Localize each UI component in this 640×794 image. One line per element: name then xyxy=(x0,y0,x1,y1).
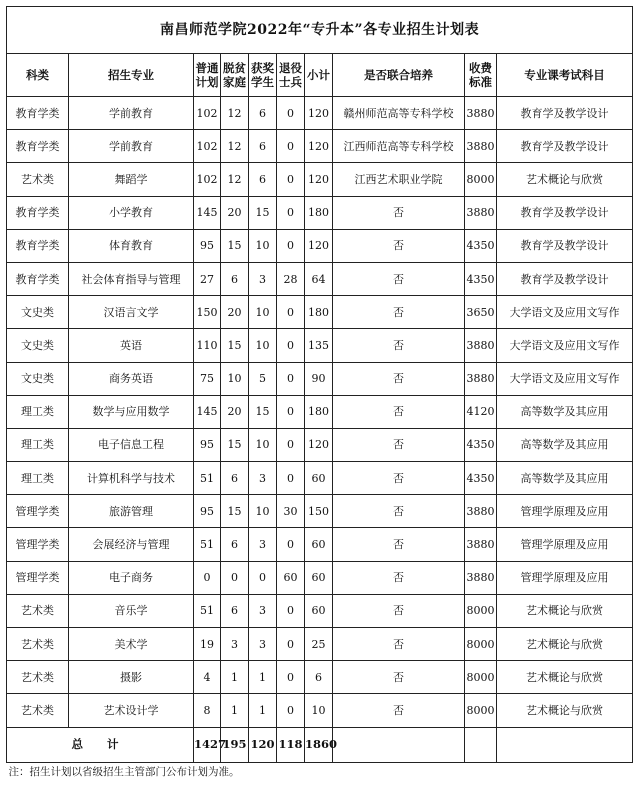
cell-veteran: 0 xyxy=(277,97,305,130)
cell-category: 教育学类 xyxy=(7,97,69,130)
cell-fee: 4350 xyxy=(465,428,497,461)
cell-category: 管理学类 xyxy=(7,561,69,594)
cell-major: 数学与应用数学 xyxy=(69,395,194,428)
cell-exam: 管理学原理及应用 xyxy=(497,528,633,561)
table-row xyxy=(7,428,633,461)
cell-exam: 艺术概论与欣赏 xyxy=(497,694,633,727)
cell-joint: 否 xyxy=(333,229,465,262)
cell-award: 15 xyxy=(249,395,277,428)
cell-category: 文史类 xyxy=(7,329,69,362)
total-award: 120 xyxy=(249,727,277,762)
table-row xyxy=(7,594,633,627)
cell-poverty: 20 xyxy=(221,296,249,329)
table-row xyxy=(7,262,633,295)
cell-category: 教育学类 xyxy=(7,262,69,295)
cell-subtotal: 180 xyxy=(305,296,333,329)
cell-major: 音乐学 xyxy=(69,594,194,627)
total-veteran: 118 xyxy=(277,727,305,762)
cell-regular: 51 xyxy=(194,528,221,561)
cell-veteran: 0 xyxy=(277,296,305,329)
cell-award: 10 xyxy=(249,428,277,461)
cell-fee: 3880 xyxy=(465,130,497,163)
cell-exam: 高等数学及其应用 xyxy=(497,462,633,495)
table-row xyxy=(7,97,633,130)
cell-fee: 8000 xyxy=(465,628,497,661)
table-row xyxy=(7,163,633,196)
cell-fee: 8000 xyxy=(465,594,497,627)
cell-poverty: 15 xyxy=(221,329,249,362)
table-body xyxy=(7,97,633,728)
total-poverty: 195 xyxy=(221,727,249,762)
header-award: 获奖学生 xyxy=(249,54,277,97)
cell-fee: 3880 xyxy=(465,528,497,561)
cell-exam: 高等数学及其应用 xyxy=(497,428,633,461)
cell-joint: 否 xyxy=(333,694,465,727)
header-exam: 专业课考试科目 xyxy=(497,54,633,97)
header-major: 招生专业 xyxy=(69,54,194,97)
cell-award: 10 xyxy=(249,229,277,262)
cell-joint: 否 xyxy=(333,561,465,594)
cell-exam: 教育学及教学设计 xyxy=(497,196,633,229)
cell-joint: 否 xyxy=(333,296,465,329)
header-veteran: 退役士兵 xyxy=(277,54,305,97)
cell-joint: 赣州师范高等专科学校 xyxy=(333,97,465,130)
cell-subtotal: 120 xyxy=(305,97,333,130)
cell-veteran: 0 xyxy=(277,362,305,395)
cell-veteran: 0 xyxy=(277,130,305,163)
cell-regular: 27 xyxy=(194,262,221,295)
cell-subtotal: 120 xyxy=(305,130,333,163)
table-row xyxy=(7,196,633,229)
cell-regular: 0 xyxy=(194,561,221,594)
cell-fee: 3880 xyxy=(465,561,497,594)
cell-fee: 3880 xyxy=(465,362,497,395)
cell-subtotal: 180 xyxy=(305,395,333,428)
table-row xyxy=(7,229,633,262)
cell-regular: 8 xyxy=(194,694,221,727)
cell-joint: 否 xyxy=(333,495,465,528)
cell-poverty: 10 xyxy=(221,362,249,395)
table-title: 南昌师范学院2022年“专升本”各专业招生计划表 xyxy=(7,7,633,54)
header-regular-plan: 普通计划 xyxy=(194,54,221,97)
cell-poverty: 6 xyxy=(221,528,249,561)
table-row xyxy=(7,296,633,329)
cell-poverty: 1 xyxy=(221,694,249,727)
cell-veteran: 0 xyxy=(277,395,305,428)
cell-regular: 95 xyxy=(194,495,221,528)
cell-subtotal: 64 xyxy=(305,262,333,295)
cell-poverty: 12 xyxy=(221,163,249,196)
cell-poverty: 20 xyxy=(221,196,249,229)
cell-category: 管理学类 xyxy=(7,528,69,561)
cell-subtotal: 120 xyxy=(305,163,333,196)
cell-fee: 3650 xyxy=(465,296,497,329)
cell-poverty: 20 xyxy=(221,395,249,428)
table-row xyxy=(7,362,633,395)
cell-poverty: 12 xyxy=(221,97,249,130)
cell-award: 3 xyxy=(249,594,277,627)
cell-poverty: 15 xyxy=(221,428,249,461)
total-subtotal: 1860 xyxy=(305,727,333,762)
cell-joint: 江西艺术职业学院 xyxy=(333,163,465,196)
cell-award: 1 xyxy=(249,694,277,727)
cell-regular: 102 xyxy=(194,130,221,163)
cell-award: 6 xyxy=(249,163,277,196)
cell-veteran: 28 xyxy=(277,262,305,295)
cell-exam: 艺术概论与欣赏 xyxy=(497,163,633,196)
cell-category: 理工类 xyxy=(7,395,69,428)
cell-exam: 艺术概论与欣赏 xyxy=(497,594,633,627)
cell-veteran: 0 xyxy=(277,163,305,196)
cell-veteran: 0 xyxy=(277,229,305,262)
cell-fee: 8000 xyxy=(465,694,497,727)
cell-veteran: 0 xyxy=(277,628,305,661)
cell-veteran: 0 xyxy=(277,594,305,627)
cell-poverty: 15 xyxy=(221,495,249,528)
cell-award: 10 xyxy=(249,329,277,362)
cell-veteran: 0 xyxy=(277,196,305,229)
cell-veteran: 0 xyxy=(277,528,305,561)
cell-regular: 51 xyxy=(194,594,221,627)
cell-exam: 大学语文及应用文写作 xyxy=(497,362,633,395)
cell-award: 6 xyxy=(249,130,277,163)
cell-veteran: 0 xyxy=(277,694,305,727)
cell-fee: 3880 xyxy=(465,196,497,229)
cell-fee: 4350 xyxy=(465,262,497,295)
cell-major: 学前教育 xyxy=(69,97,194,130)
cell-fee: 4350 xyxy=(465,462,497,495)
cell-poverty: 12 xyxy=(221,130,249,163)
cell-regular: 110 xyxy=(194,329,221,362)
cell-major: 小学教育 xyxy=(69,196,194,229)
cell-regular: 95 xyxy=(194,229,221,262)
cell-fee: 3880 xyxy=(465,495,497,528)
total-row xyxy=(7,727,633,762)
cell-joint: 否 xyxy=(333,196,465,229)
cell-veteran: 0 xyxy=(277,329,305,362)
total-label: 总 计 xyxy=(7,727,194,762)
cell-joint: 江西师范高等专科学校 xyxy=(333,130,465,163)
cell-award: 3 xyxy=(249,462,277,495)
cell-exam: 教育学及教学设计 xyxy=(497,97,633,130)
cell-subtotal: 60 xyxy=(305,594,333,627)
table-row xyxy=(7,130,633,163)
cell-award: 1 xyxy=(249,661,277,694)
total-fee-empty xyxy=(465,727,497,762)
cell-poverty: 6 xyxy=(221,462,249,495)
cell-subtotal: 60 xyxy=(305,561,333,594)
cell-joint: 否 xyxy=(333,262,465,295)
cell-regular: 145 xyxy=(194,196,221,229)
cell-major: 舞蹈学 xyxy=(69,163,194,196)
cell-major: 体育教育 xyxy=(69,229,194,262)
cell-subtotal: 6 xyxy=(305,661,333,694)
cell-fee: 4120 xyxy=(465,395,497,428)
cell-joint: 否 xyxy=(333,362,465,395)
cell-major: 计算机科学与技术 xyxy=(69,462,194,495)
cell-joint: 否 xyxy=(333,462,465,495)
footnote: 注：招生计划以省级招生主管部门公布计划为准。 xyxy=(8,766,240,779)
total-exam-empty xyxy=(497,727,633,762)
cell-regular: 75 xyxy=(194,362,221,395)
cell-major: 美术学 xyxy=(69,628,194,661)
total-joint-empty xyxy=(333,727,465,762)
cell-award: 5 xyxy=(249,362,277,395)
cell-subtotal: 60 xyxy=(305,462,333,495)
cell-exam: 管理学原理及应用 xyxy=(497,561,633,594)
table-row xyxy=(7,495,633,528)
cell-major: 汉语言文学 xyxy=(69,296,194,329)
cell-subtotal: 120 xyxy=(305,428,333,461)
cell-regular: 102 xyxy=(194,97,221,130)
cell-subtotal: 90 xyxy=(305,362,333,395)
cell-category: 艺术类 xyxy=(7,628,69,661)
cell-category: 文史类 xyxy=(7,296,69,329)
cell-joint: 否 xyxy=(333,329,465,362)
cell-major: 电子信息工程 xyxy=(69,428,194,461)
cell-award: 3 xyxy=(249,628,277,661)
cell-regular: 102 xyxy=(194,163,221,196)
cell-award: 10 xyxy=(249,495,277,528)
cell-fee: 8000 xyxy=(465,661,497,694)
cell-category: 文史类 xyxy=(7,362,69,395)
cell-regular: 4 xyxy=(194,661,221,694)
cell-subtotal: 180 xyxy=(305,196,333,229)
cell-regular: 51 xyxy=(194,462,221,495)
table-row xyxy=(7,561,633,594)
cell-joint: 否 xyxy=(333,661,465,694)
cell-exam: 大学语文及应用文写作 xyxy=(497,296,633,329)
table-row xyxy=(7,628,633,661)
note-row xyxy=(7,762,633,783)
cell-poverty: 15 xyxy=(221,229,249,262)
table-row xyxy=(7,462,633,495)
cell-category: 艺术类 xyxy=(7,163,69,196)
cell-major: 电子商务 xyxy=(69,561,194,594)
table-row xyxy=(7,694,633,727)
cell-subtotal: 60 xyxy=(305,528,333,561)
cell-category: 艺术类 xyxy=(7,661,69,694)
cell-fee: 8000 xyxy=(465,163,497,196)
cell-regular: 19 xyxy=(194,628,221,661)
table-row xyxy=(7,329,633,362)
header-fee: 收费标准 xyxy=(465,54,497,97)
table-row xyxy=(7,528,633,561)
cell-poverty: 6 xyxy=(221,594,249,627)
cell-poverty: 3 xyxy=(221,628,249,661)
cell-award: 10 xyxy=(249,296,277,329)
cell-regular: 145 xyxy=(194,395,221,428)
cell-exam: 教育学及教学设计 xyxy=(497,229,633,262)
cell-fee: 4350 xyxy=(465,229,497,262)
cell-major: 艺术设计学 xyxy=(69,694,194,727)
cell-regular: 150 xyxy=(194,296,221,329)
cell-category: 艺术类 xyxy=(7,594,69,627)
cell-major: 社会体育指导与管理 xyxy=(69,262,194,295)
cell-veteran: 30 xyxy=(277,495,305,528)
cell-major: 摄影 xyxy=(69,661,194,694)
cell-fee: 3880 xyxy=(465,329,497,362)
cell-award: 6 xyxy=(249,97,277,130)
cell-award: 3 xyxy=(249,528,277,561)
cell-category: 管理学类 xyxy=(7,495,69,528)
cell-exam: 教育学及教学设计 xyxy=(497,262,633,295)
cell-poverty: 1 xyxy=(221,661,249,694)
cell-major: 旅游管理 xyxy=(69,495,194,528)
cell-exam: 教育学及教学设计 xyxy=(497,130,633,163)
cell-major: 学前教育 xyxy=(69,130,194,163)
cell-veteran: 0 xyxy=(277,462,305,495)
table-row xyxy=(7,395,633,428)
cell-subtotal: 150 xyxy=(305,495,333,528)
header-joint: 是否联合培养 xyxy=(333,54,465,97)
document-page xyxy=(6,6,632,783)
cell-joint: 否 xyxy=(333,528,465,561)
cell-subtotal: 25 xyxy=(305,628,333,661)
cell-veteran: 0 xyxy=(277,661,305,694)
cell-fee: 3880 xyxy=(465,97,497,130)
cell-subtotal: 120 xyxy=(305,229,333,262)
cell-joint: 否 xyxy=(333,628,465,661)
cell-subtotal: 10 xyxy=(305,694,333,727)
total-regular: 1427 xyxy=(194,727,221,762)
cell-category: 教育学类 xyxy=(7,196,69,229)
cell-category: 理工类 xyxy=(7,462,69,495)
cell-joint: 否 xyxy=(333,594,465,627)
cell-exam: 管理学原理及应用 xyxy=(497,495,633,528)
cell-major: 会展经济与管理 xyxy=(69,528,194,561)
cell-award: 15 xyxy=(249,196,277,229)
cell-exam: 艺术概论与欣赏 xyxy=(497,661,633,694)
cell-joint: 否 xyxy=(333,428,465,461)
header-poverty: 脱贫家庭 xyxy=(221,54,249,97)
cell-subtotal: 135 xyxy=(305,329,333,362)
cell-exam: 艺术概论与欣赏 xyxy=(497,628,633,661)
cell-poverty: 0 xyxy=(221,561,249,594)
header-row xyxy=(7,54,633,97)
cell-exam: 高等数学及其应用 xyxy=(497,395,633,428)
cell-category: 教育学类 xyxy=(7,130,69,163)
cell-exam: 大学语文及应用文写作 xyxy=(497,329,633,362)
header-subtotal: 小计 xyxy=(305,54,333,97)
enrollment-plan-table xyxy=(6,6,633,783)
cell-regular: 95 xyxy=(194,428,221,461)
table-row xyxy=(7,661,633,694)
cell-award: 3 xyxy=(249,262,277,295)
cell-joint: 否 xyxy=(333,395,465,428)
cell-category: 理工类 xyxy=(7,428,69,461)
cell-category: 艺术类 xyxy=(7,694,69,727)
cell-award: 0 xyxy=(249,561,277,594)
cell-poverty: 6 xyxy=(221,262,249,295)
cell-major: 英语 xyxy=(69,329,194,362)
cell-major: 商务英语 xyxy=(69,362,194,395)
cell-veteran: 0 xyxy=(277,428,305,461)
cell-veteran: 60 xyxy=(277,561,305,594)
cell-category: 教育学类 xyxy=(7,229,69,262)
header-category: 科类 xyxy=(7,54,69,97)
